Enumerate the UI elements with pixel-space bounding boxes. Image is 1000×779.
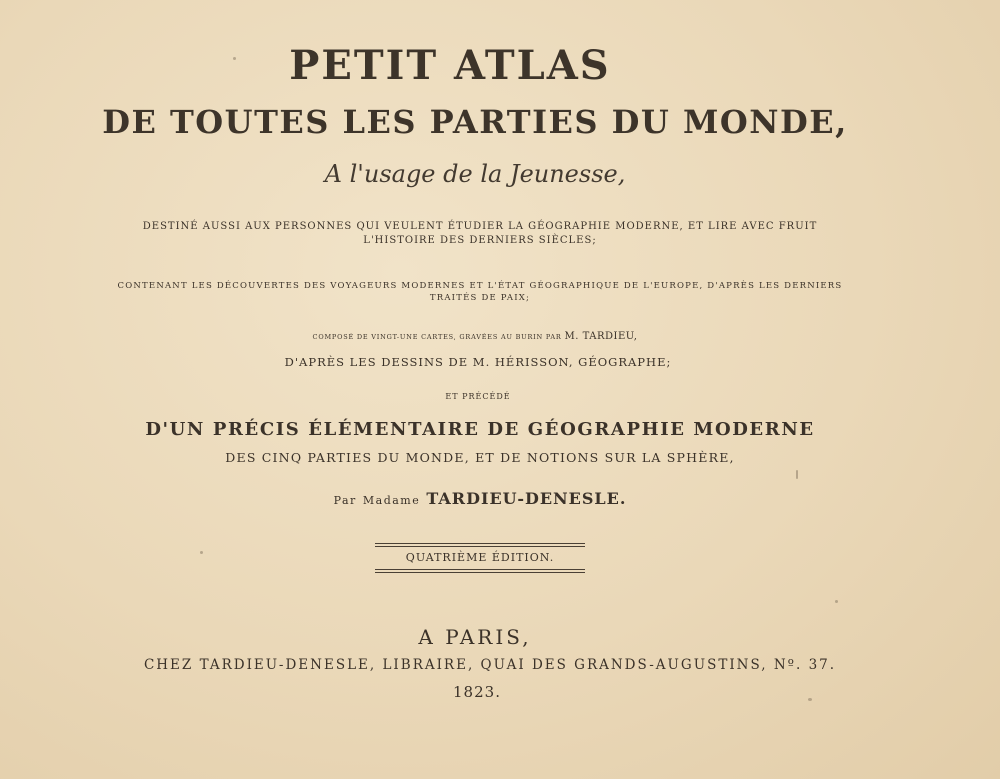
destine-line-1: DESTINÉ AUSSI AUX PERSONNES QUI VEULENT ÉTUDIER LA GÉOGRAPHIE MODERNE, ET LIRE AVEC FRUIT: [142, 221, 818, 232]
precis-line: D'UN PRÉCIS ÉLÉMENTAIRE DE GÉOGRAPHIE MODERNE: [145, 419, 815, 440]
compose-prefix: COMPOSÉ DE VINGT-UNE CARTES, GRAVÉES AU BURIN PAR: [312, 333, 562, 341]
contenant-line-1: CONTENANT LES DÉCOUVERTES DES VOYAGEURS MODERNES ET L'ÉTAT GÉOGRAPHIQUE DE L'EUROPE, D'APRÈS LES DERNIERS: [117, 281, 843, 291]
place-line: A PARIS,: [418, 625, 532, 649]
paper-speck: [808, 698, 812, 701]
destine-line-2: L'HISTOIRE DES DERNIERS SIÈCLES;: [363, 235, 597, 246]
et-precede: ET PRÉCÉDÉ: [445, 392, 511, 401]
subtitle: DE TOUTES LES PARTIES DU MONDE,: [102, 103, 848, 141]
paper-speck: [835, 600, 838, 603]
paper-mark: [796, 470, 798, 479]
edition-rule-bottom-thin: [375, 569, 585, 570]
edition-box: [375, 543, 585, 573]
author-name: TARDIEU-DENESLE.: [426, 489, 627, 508]
edition-rule-top-thin: [375, 546, 585, 547]
edition-label: QUATRIÈME ÉDITION.: [405, 551, 555, 564]
edition-rule-bottom: [375, 572, 585, 573]
edition-rule-top: [375, 543, 585, 544]
madame-word: Madame: [362, 494, 421, 507]
dapres-line: D'APRÈS LES DESSINS DE M. HÉRISSON, GÉOGRAPHE;: [284, 355, 672, 369]
engraver-name: M. TARDIEU,: [564, 331, 638, 342]
compose-line: [0, 331, 975, 342]
main-title: PETIT ATLAS: [289, 42, 611, 89]
cinq-parties-line: DES CINQ PARTIES DU MONDE, ET DE NOTIONS SUR LA SPHÈRE,: [225, 450, 735, 465]
publisher-line: CHEZ TARDIEU-DENESLE, LIBRAIRE, QUAI DES GRANDS-AUGUSTINS, Nº. 37.: [143, 657, 837, 673]
paper-speck: [200, 551, 203, 554]
dedication-script: A l'usage de la Jeunesse,: [324, 160, 626, 188]
author-line: [0, 489, 980, 508]
year-line: 1823.: [453, 683, 501, 701]
contenant-line-2: TRAITÉS DE PAIX;: [429, 293, 531, 303]
par-word: Par: [333, 494, 357, 507]
paper-speck: [233, 57, 236, 60]
